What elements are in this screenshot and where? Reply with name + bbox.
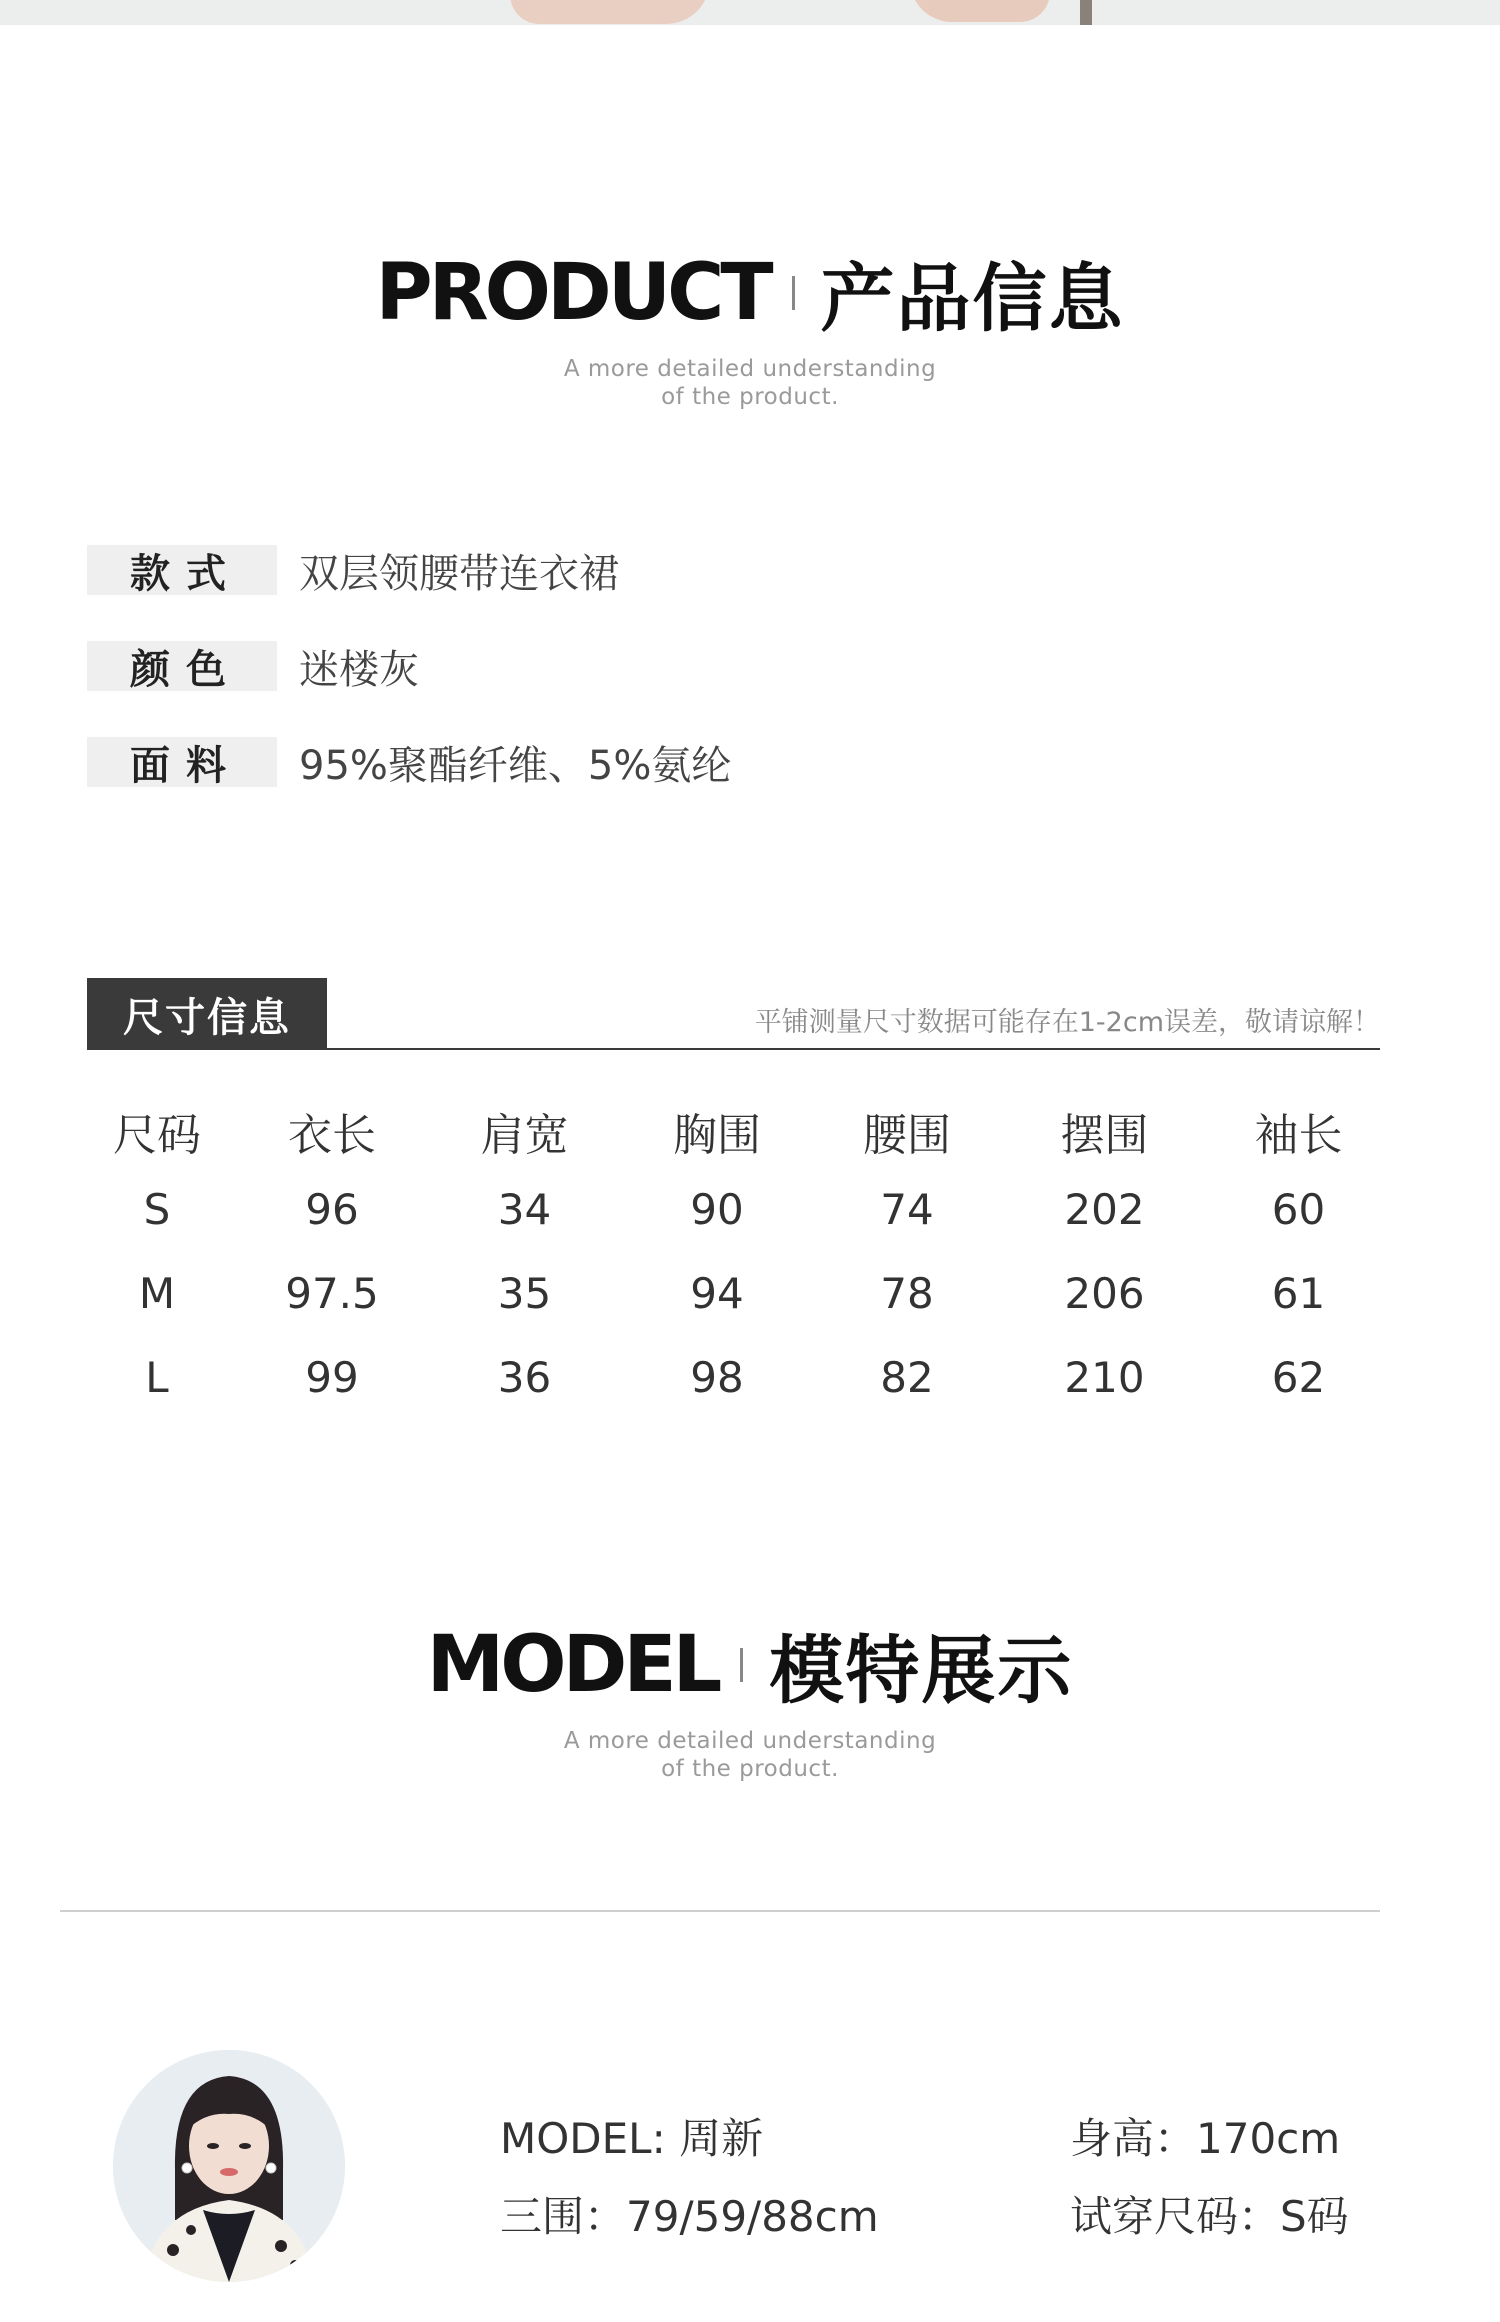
product-heading-en: PRODUCT (375, 248, 770, 338)
size-table-row (87, 1167, 1380, 1251)
product-subtitle-line2: of the product. (661, 384, 839, 410)
size-cell: 61 (1271, 1268, 1326, 1318)
info-row-fabric (87, 736, 731, 788)
info-row-style (87, 544, 619, 596)
model-subtitle-line2: of the product. (661, 1756, 839, 1782)
size-cell: 97.5 (285, 1268, 379, 1318)
size-header-cell: 袖长 (1254, 1110, 1343, 1161)
size-cell: 35 (497, 1268, 552, 1318)
product-heading-zh: 产品信息 (820, 256, 1125, 342)
size-cell: 94 (690, 1268, 744, 1318)
info-label-color: 颜色 (87, 641, 277, 691)
size-cell: 74 (880, 1184, 934, 1234)
size-cell: 62 (1271, 1352, 1326, 1402)
model-heading-zh: 模特展示 (769, 1628, 1074, 1714)
size-cell: 98 (690, 1352, 744, 1402)
size-info-tab: 尺寸信息 (87, 978, 327, 1050)
info-row-color (87, 640, 419, 692)
size-cell: 78 (880, 1268, 934, 1318)
size-header-cell: 肩宽 (480, 1110, 569, 1161)
size-cell: 210 (1064, 1352, 1145, 1402)
size-cell: 36 (497, 1352, 552, 1402)
model-size-worn: 试穿尺码：S码 (1070, 2192, 1349, 2241)
size-cell: L (145, 1352, 169, 1402)
size-underline (87, 1048, 1380, 1050)
model-subtitle (0, 1727, 1500, 1783)
model-measurements: 三围：79/59/88cm (500, 2192, 879, 2241)
size-header-cell: 尺码 (113, 1110, 201, 1161)
size-cell: 90 (690, 1184, 744, 1234)
size-table-header (87, 1095, 1380, 1167)
size-cell: 99 (305, 1352, 359, 1402)
size-header-cell: 胸围 (673, 1110, 761, 1161)
model-avatar (113, 2050, 345, 2282)
size-cell: S (143, 1184, 171, 1234)
info-value-fabric: 95%聚酯纤维、5%氨纶 (299, 742, 732, 789)
size-cell: 82 (880, 1352, 934, 1402)
size-cell: 96 (305, 1184, 359, 1234)
model-name: MODEL: 周新 (500, 2114, 764, 2163)
info-label-fabric: 面料 (87, 737, 277, 787)
size-cell: 202 (1064, 1184, 1145, 1234)
size-header-cell: 摆围 (1060, 1110, 1149, 1161)
product-subtitle (0, 355, 1500, 411)
size-table-row (87, 1335, 1380, 1419)
info-value-color: 迷楼灰 (299, 646, 419, 693)
product-photo-strip (0, 0, 1500, 25)
model-heading (0, 1612, 1500, 1718)
size-cell: 60 (1271, 1184, 1326, 1234)
model-subtitle-line1: A more detailed understanding (563, 1728, 937, 1754)
product-heading (0, 240, 1500, 346)
info-label-style: 款式 (87, 545, 277, 595)
size-cell: 206 (1064, 1268, 1145, 1318)
size-table (87, 1095, 1380, 1419)
size-note: 平铺测量尺寸数据可能存在1-2cm误差，敬请谅解！ (754, 1007, 1380, 1038)
section-divider (60, 1910, 1380, 1912)
info-value-style: 双层领腰带连衣裙 (299, 550, 619, 597)
model-portrait-image (113, 2050, 345, 2282)
size-cell: M (138, 1268, 176, 1318)
size-cell: 34 (497, 1184, 552, 1234)
size-header-cell: 腰围 (863, 1110, 951, 1161)
heading-divider (792, 276, 795, 310)
heading-divider (740, 1648, 743, 1682)
size-table-row (87, 1251, 1380, 1335)
product-subtitle-line1: A more detailed understanding (563, 356, 937, 382)
model-heading-en: MODEL (426, 1620, 719, 1710)
size-header-cell: 衣长 (288, 1110, 376, 1161)
model-height: 身高：170cm (1070, 2114, 1341, 2163)
